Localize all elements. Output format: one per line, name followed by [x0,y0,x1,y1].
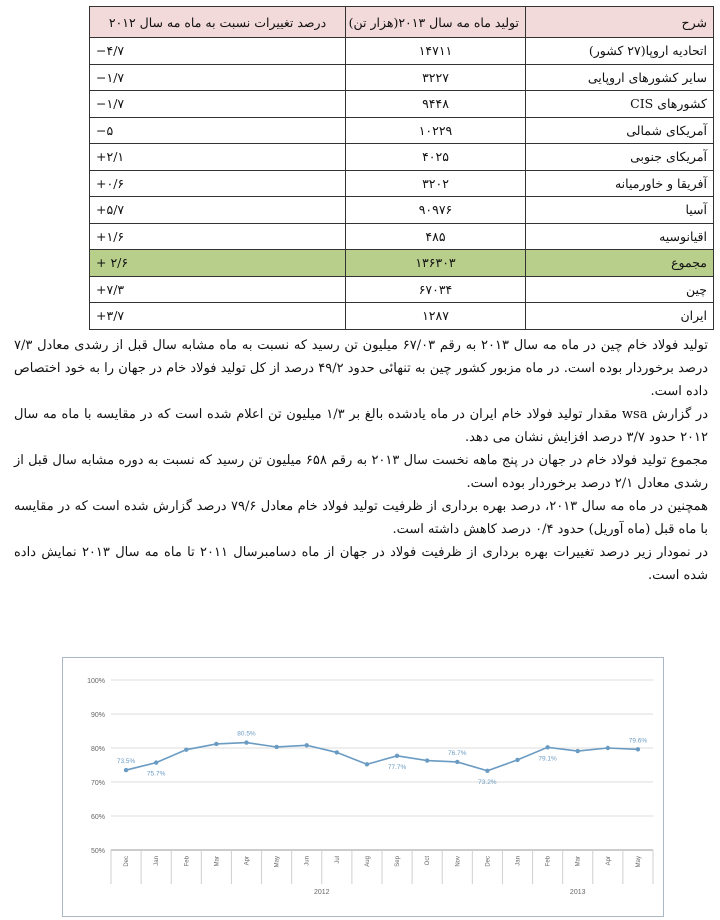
row-production: ۱۴۷۱۱ [346,38,526,65]
paragraph-iran: در گزارش wsa مقدار تولید فولاد خام ایران در ماه یادشده بالغ بر ۱/۳ میلیون تن اعلام شده است که در مقایسه با ماه مه سال ۲۰۱۲ حدود ۳/۷ درصد افزایش نشان می دهد. [14,407,708,445]
row-change: +۵/۷ [90,197,346,224]
row-change: + ۲/۶ [90,250,346,277]
x-tick-label: Jun [304,856,311,866]
row-production: ۶۷۰۳۴ [346,276,526,303]
table-row [90,197,714,224]
row-change: −۱/۷ [90,64,346,91]
data-point [515,758,519,762]
row-description: آسیا [526,197,714,224]
row-description: اقیانوسیه [526,223,714,250]
table-row [90,250,714,277]
year-label: 2013 [569,889,586,896]
row-change: +۲/۱ [90,144,346,171]
x-tick-label: Sep [395,856,402,867]
x-tick-label: Jul [334,856,341,864]
data-point [485,769,489,773]
data-label: 77.7% [387,763,407,771]
data-label: 73.5% [116,758,136,766]
row-description: سایر کشورهای اروپایی [526,64,714,91]
row-change: +۷/۳ [90,276,346,303]
x-tick-label: May [635,856,642,868]
table-row [90,38,714,65]
x-tick-label: Apr [244,856,251,866]
data-point [305,743,309,747]
production-table-container [89,6,713,330]
x-tick-label: Feb [545,856,552,867]
row-production: ۳۲۰۲ [346,170,526,197]
x-tick-label: Jan [515,856,522,866]
x-tick-label: Dec [124,856,131,867]
header-description: شرح [526,7,714,38]
y-tick-label: 80% [90,746,105,753]
row-change: +۱/۶ [90,223,346,250]
data-point [124,768,128,772]
x-tick-label: Dec [485,856,492,867]
y-tick-label: 60% [90,814,105,821]
data-label: 79.1% [538,755,557,763]
x-tick-label: May [274,856,281,868]
data-label: 75.7% [146,770,166,778]
production-table [89,6,714,330]
data-point [455,760,459,764]
body-text [14,334,708,587]
data-point [425,758,429,762]
row-description: مجموع [526,250,714,277]
table-body [90,38,714,330]
table-row [90,91,714,118]
data-point [154,760,158,764]
row-description: آمریکای جنوبی [526,144,714,171]
row-description: کشورهای CIS [526,91,714,118]
series-line [126,743,638,771]
row-production: ۱۰۲۲۹ [346,117,526,144]
data-point [395,754,399,758]
row-description: آفریقا و خاورمیانه [526,170,714,197]
data-point [545,745,549,749]
row-production: ۱۳۶۳۰۳ [346,250,526,277]
x-tick-label: Apr [605,856,612,866]
x-tick-label: Mar [575,856,582,867]
data-point [244,740,248,744]
paragraph-china: تولید فولاد خام چین در ماه مه سال ۲۰۱۳ به رقم ۶۷/۰۳ میلیون تن رسید که نسبت به ماه مشابه سال قبل از رشدی معادل ۷/۳ درصد برخوردار بوده است. در ماه مزبور کشور چین به تنهائی حدود ۴۹/۲ درصد از کل تولید فولاد خام در جهان را به خود اختصاص داده است. [14,338,709,399]
table-row [90,223,714,250]
table-header-row [90,7,714,38]
y-tick-label: 90% [90,712,105,719]
x-tick-label: Feb [184,856,191,867]
table-row [90,144,714,171]
row-production: ۹۰۹۷۶ [346,197,526,224]
x-tick-label: Aug [364,856,371,867]
table-row [90,276,714,303]
paragraph-world-five-months: مجموع تولید فولاد خام در جهان در پنج ماهه نخست سال ۲۰۱۳ به رقم ۶۵۸ میلیون تن رسید که نسبت به دوره مشابه سال قبل از رشدی معادل ۲/۱ درصد برخوردار بوده است. [14,453,708,491]
y-tick-label: 100% [87,678,105,685]
x-tick-label: Jan [154,856,161,866]
y-tick-label: 50% [90,848,105,855]
row-production: ۱۲۸۷ [346,303,526,330]
data-point [335,750,339,754]
data-point [365,762,369,766]
row-production: ۴۸۵ [346,223,526,250]
chart-svg [63,658,663,916]
y-tick-label: 70% [90,780,105,787]
row-change: +۰/۶ [90,170,346,197]
row-change: −۵ [90,117,346,144]
table-row [90,64,714,91]
header-change: درصد تغییرات نسبت به ماه مه سال ۲۰۱۲ [90,7,346,38]
data-label: 80.5% [237,730,256,738]
row-description: چین [526,276,714,303]
row-change: −۱/۷ [90,91,346,118]
row-description: ایران [526,303,714,330]
x-tick-label: Nov [455,856,462,867]
row-description: اتحادیه اروپا(۲۷ کشور) [526,38,714,65]
table-row [90,117,714,144]
row-production: ۹۴۴۸ [346,91,526,118]
x-tick-label: Mar [214,856,221,867]
data-point [214,742,218,746]
data-point [606,746,610,750]
data-point [576,749,580,753]
data-label: 76.7% [448,749,467,757]
row-production: ۴۰۲۵ [346,144,526,171]
row-description: آمریکای شمالی [526,117,714,144]
capacity-utilization-chart [62,657,664,917]
paragraph-chart-intro: در نمودار زیر درصد تغییرات بهره برداری از ظرفیت فولاد در جهان از ماه دسامبرسال ۲۰۱۱ تا ماه مه سال ۲۰۱۳ نمایش داده شده است. [14,545,708,583]
row-change: −۴/۷ [90,38,346,65]
row-production: ۳۲۲۷ [346,64,526,91]
data-label: 79.6% [628,737,648,745]
x-tick-label: Oct [425,856,432,866]
data-point [184,748,188,752]
data-label: 73.2% [478,778,497,786]
table-row [90,303,714,330]
year-label: 2012 [313,889,330,896]
data-point [274,745,278,749]
header-production: تولید ماه مه سال ۲۰۱۳(هزار تن) [346,7,526,38]
paragraph-capacity: همچنین در ماه مه سال ۲۰۱۳، درصد بهره برداری از ظرفیت تولید فولاد خام معادل ۷۹/۶ درصد گزارش شده است که در مقایسه با ماه قبل (ماه آوریل) حدود ۰/۴ درصد کاهش داشته است. [14,499,709,537]
table-row [90,170,714,197]
data-point [636,747,640,751]
row-change: +۳/۷ [90,303,346,330]
